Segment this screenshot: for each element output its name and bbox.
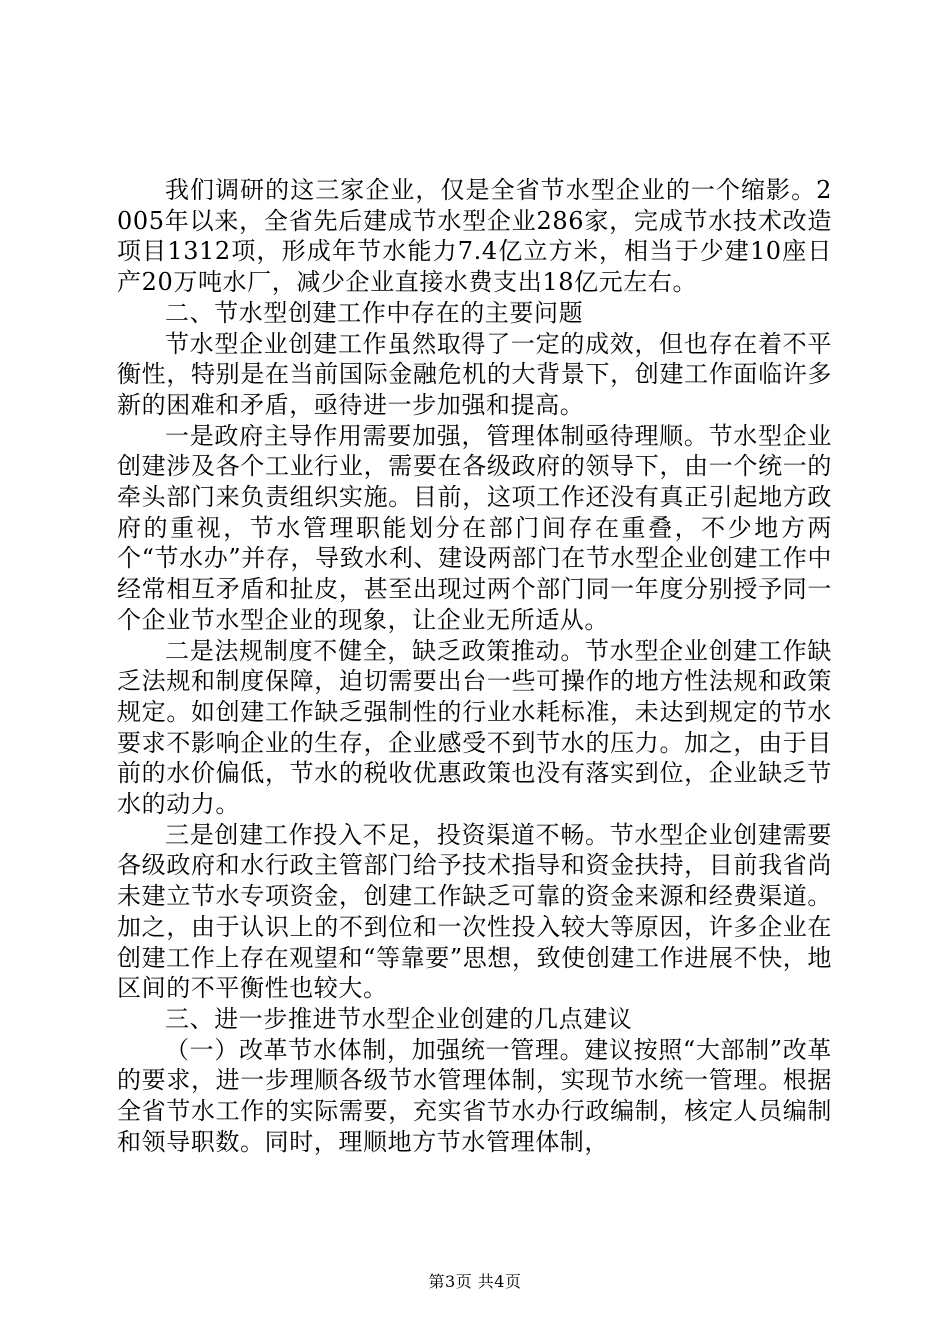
section-heading-problems: 二、节水型创建工作中存在的主要问题 bbox=[165, 298, 584, 327]
document-body bbox=[117, 175, 832, 1158]
paragraph-problem-two: 二是法规制度不健全，缺乏政策推动。节水型企业创建工作缺乏法规和制度保障，迫切需要出台一些可操作的地方性法规和政策规定。如创建工作缺乏强制性的行业水耗标准，未达到规定的节水要求不影响企业的生存，企业感受不到节水的压力。加之，由于目前的水价偏低，节水的税收优惠政策也没有落实到位，企业缺乏节水的动力。 bbox=[117, 636, 832, 819]
page-footer: 第3页 共4页 bbox=[428, 1272, 522, 1291]
paragraph-problem-one: 一是政府主导作用需要加强，管理体制亟待理顺。节水型企业创建涉及各个工业行业，需要在各级政府的领导下，由一个统一的牵头部门来负责组织实施。目前，这项工作还没有真正引起地方政府的重视，节水管理职能划分在部门间存在重叠，不少地方两个“节水办”并存，导致水利、建设两部门在节水型企业创建工作中经常相互矛盾和扯皮，甚至出现过两个部门同一年度分别授予同一个企业节水型企业的现象，让企业无所适从。 bbox=[117, 421, 832, 634]
paragraph-problem-three: 三是创建工作投入不足，投资渠道不畅。节水型企业创建需要各级政府和水行政主管部门给予技术指导和资金扶持，目前我省尚未建立节水专项资金，创建工作缺乏可靠的资金来源和经费渠道。加之，由于认识上的不到位和一次性投入较大等原因，许多企业在创建工作上存在观望和“等靠要”思想，致使创建工作进展不快，地区间的不平衡性也较大。 bbox=[117, 820, 832, 1003]
paragraph-suggestion-one: （一）改革节水体制，加强统一管理。建议按照“大部制”改革的要求，进一步理顺各级节水管理体制，实现节水统一管理。根据全省节水工作的实际需要，充实省节水办行政编制，核定人员编制和领导职数。同时，理顺地方节水管理体制， bbox=[117, 1035, 832, 1156]
section-heading-suggestions: 三、进一步推进节水型企业创建的几点建议 bbox=[165, 1004, 633, 1033]
paragraph-summary: 我们调研的这三家企业，仅是全省节水型企业的一个缩影。2005年以来，全省先后建成节水型企业286家，完成节水技术改造项目1312项，形成年节水能力7.4亿立方米，相当于少建10座日产20万吨水厂，减少企业直接水费支出18亿元左右。 bbox=[117, 176, 832, 297]
paragraph-intro-problems: 节水型企业创建工作虽然取得了一定的成效，但也存在着不平衡性，特别是在当前国际金融危机的大背景下，创建工作面临许多新的困难和矛盾，亟待进一步加强和提高。 bbox=[117, 329, 832, 419]
